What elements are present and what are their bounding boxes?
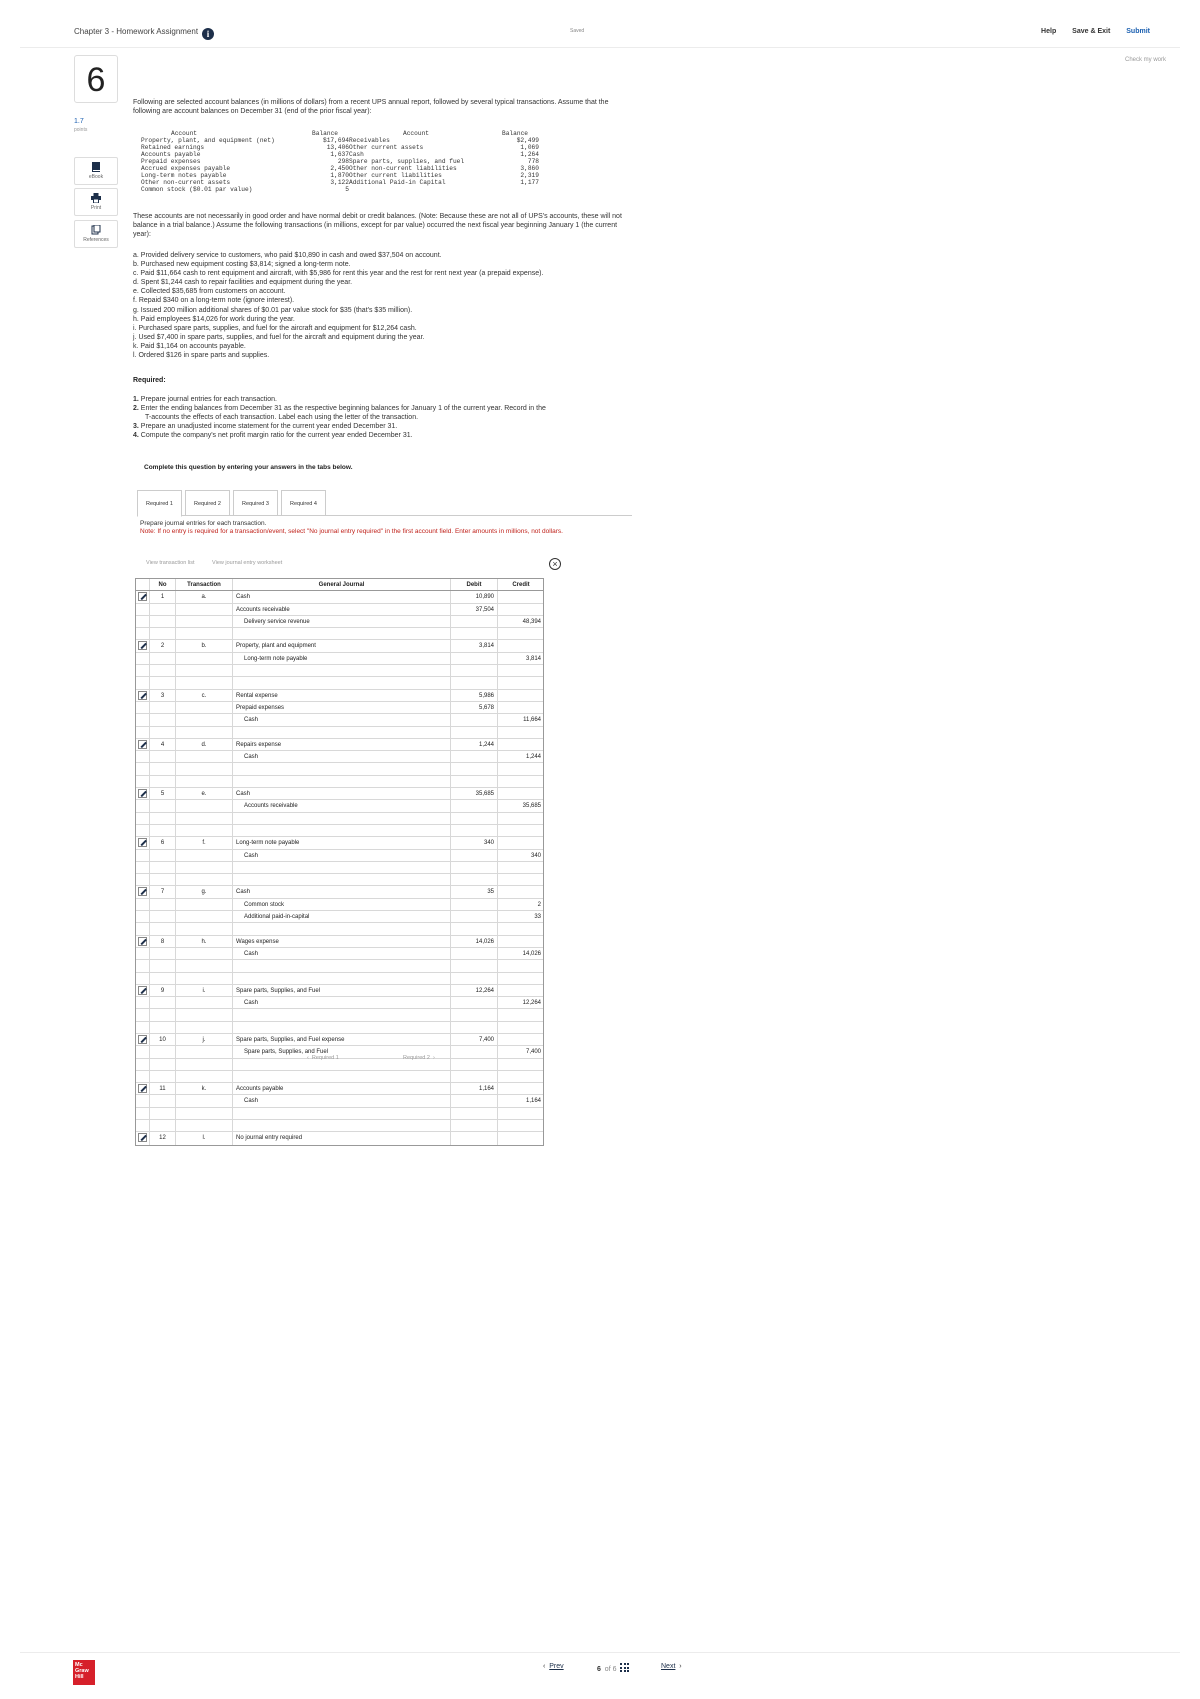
entry-transaction <box>176 653 233 664</box>
journal-blank-row <box>136 1120 543 1132</box>
transaction-item: h. Paid employees $14,026 for work during the year. <box>133 315 295 323</box>
question-grid-icon[interactable] <box>620 1663 629 1672</box>
header-general-journal: General Journal <box>233 579 451 590</box>
transaction-item: b. Purchased new equipment costing $3,814; signed a long-term note. <box>133 261 351 269</box>
question-number: 6 <box>74 55 118 103</box>
book-icon <box>91 162 101 172</box>
account-cell[interactable]: Cash <box>233 591 451 602</box>
credit-cell[interactable]: 340 <box>530 852 541 859</box>
transaction-item: g. Issued 200 million additional shares of $0.01 par value stock for $35 (that's $35 million). <box>133 306 413 314</box>
credit-cell[interactable]: 12,264 <box>522 1000 541 1007</box>
entry-transaction <box>176 714 233 725</box>
entry-number: 6 <box>150 837 176 848</box>
footer-divider <box>20 1652 1180 1653</box>
entry-transaction: d. <box>176 739 233 750</box>
required-list <box>133 395 653 440</box>
entry-transaction <box>176 702 233 713</box>
journal-row <box>136 751 543 763</box>
header-credit: Credit <box>512 582 530 588</box>
credit-cell[interactable]: 33 <box>534 914 541 921</box>
general-journal-table <box>135 578 544 1146</box>
journal-row <box>136 604 543 616</box>
submit-button[interactable]: Submit <box>1126 28 1150 35</box>
journal-row <box>136 985 543 997</box>
required-item <box>133 431 653 440</box>
entry-number <box>150 1046 176 1057</box>
account-cell[interactable]: Accounts receivable <box>233 604 451 615</box>
credit-cell[interactable] <box>498 591 544 602</box>
account-cell[interactable]: Cash <box>233 751 451 762</box>
instruction-note: Note: If no entry is required for a transaction/event, select "No journal entry required" in the first account field. Enter amounts in millions, not dollars. <box>140 528 563 535</box>
debit-cell[interactable] <box>451 714 498 725</box>
instruction-text: Prepare journal entries for each transaction. <box>140 520 267 527</box>
credit-cell[interactable] <box>498 739 544 750</box>
entry-number: 8 <box>150 936 176 947</box>
entry-transaction <box>176 800 233 811</box>
transaction-item: l. Ordered $126 in spare parts and supplies. <box>133 352 270 360</box>
question-intro: Following are selected account balances (in millions of dollars) from a recent UPS annual report, followed by several typical transactions. Assume that the following are account balances on December 31 (end of the prior fiscal year): <box>133 99 609 115</box>
journal-blank-row <box>136 677 543 689</box>
entry-number <box>150 616 176 627</box>
debit-cell[interactable]: 37,504 <box>451 604 498 615</box>
account-cell[interactable]: Cash <box>233 714 451 725</box>
account-cell[interactable]: Spare parts, Supplies, and Fuel expense <box>233 1034 451 1045</box>
debit-cell[interactable]: 1,164 <box>451 1083 498 1094</box>
header-no: No <box>150 579 176 590</box>
tab-required-3[interactable]: Required 3 <box>233 490 278 516</box>
entry-transaction: k. <box>176 1083 233 1094</box>
debit-cell[interactable]: 7,400 <box>451 1034 498 1045</box>
edit-pencil-icon[interactable] <box>138 1133 147 1142</box>
entry-number <box>150 911 176 922</box>
debit-cell[interactable]: 35 <box>451 886 498 897</box>
journal-blank-row <box>136 1108 543 1120</box>
credit-cell[interactable]: 2 <box>537 901 541 908</box>
required-text: T-accounts the effects of each transaction. Label each using the letter of the transaction. <box>145 414 419 421</box>
mcgraw-hill-logo: Mc Graw Hill <box>73 1660 95 1685</box>
journal-blank-row <box>136 727 543 739</box>
entry-number <box>150 702 176 713</box>
tab-required-2[interactable]: Required 2 <box>185 490 230 516</box>
required-item <box>133 404 653 413</box>
entry-number <box>150 850 176 861</box>
debit-cell[interactable]: 3,814 <box>451 640 498 651</box>
account-cell[interactable]: Accounts receivable <box>233 800 451 811</box>
close-icon[interactable]: × <box>549 558 561 570</box>
entry-transaction <box>176 948 233 959</box>
entry-number <box>150 1095 176 1106</box>
top-actions <box>1027 28 1150 35</box>
entry-transaction <box>176 899 233 910</box>
required-title: Required: <box>133 377 166 384</box>
entry-transaction: g. <box>176 886 233 897</box>
next-question-button[interactable]: Next › <box>661 1663 682 1670</box>
edit-pencil-icon[interactable] <box>138 1035 147 1044</box>
entry-transaction: a. <box>176 591 233 602</box>
debit-cell[interactable]: 5,986 <box>451 690 498 701</box>
credit-cell[interactable]: 14,026 <box>522 950 541 957</box>
journal-blank-row <box>136 1009 543 1021</box>
account-cell[interactable]: Accounts payable <box>233 1083 451 1094</box>
edit-pencil-icon[interactable] <box>138 641 147 650</box>
journal-row <box>136 702 543 714</box>
journal-blank-row <box>136 874 543 886</box>
debit-cell[interactable] <box>451 850 498 861</box>
printer-icon <box>91 193 101 203</box>
entry-number: 1 <box>150 591 176 602</box>
debit-cell[interactable]: 5,678 <box>451 702 498 713</box>
account-cell[interactable]: Cash <box>233 948 451 959</box>
required-item <box>133 422 653 431</box>
debit-cell[interactable]: 14,026 <box>451 936 498 947</box>
entry-transaction: b. <box>176 640 233 651</box>
journal-row <box>136 936 543 948</box>
required-text: Enter the ending balances from December 31 as the respective beginning balances for January 1 of the current year. Record in the <box>140 405 546 412</box>
journal-row <box>136 948 543 960</box>
account-cell[interactable]: Common stock <box>233 899 451 910</box>
debit-cell[interactable] <box>451 948 498 959</box>
required-number: 2. <box>133 405 139 412</box>
credit-cell[interactable]: 7,400 <box>525 1049 541 1056</box>
ebook-button[interactable]: eBook <box>74 157 118 185</box>
entry-number <box>150 899 176 910</box>
entry-number <box>150 653 176 664</box>
journal-row <box>136 1095 543 1107</box>
debit-cell[interactable] <box>451 653 498 664</box>
account-cell[interactable]: Additional paid-in-capital <box>233 911 451 922</box>
journal-blank-row <box>136 862 543 874</box>
entry-number <box>150 948 176 959</box>
references-icon <box>91 225 101 235</box>
entry-number <box>150 800 176 811</box>
account-cell[interactable]: Delivery service revenue <box>233 616 451 627</box>
edit-pencil-icon[interactable] <box>138 691 147 700</box>
journal-row <box>136 1034 543 1046</box>
account-cell[interactable]: Cash <box>233 788 451 799</box>
account-cell[interactable]: Prepaid expenses <box>233 702 451 713</box>
debit-cell[interactable] <box>451 1095 498 1106</box>
debit-cell[interactable]: 12,264 <box>451 985 498 996</box>
journal-blank-row <box>136 813 543 825</box>
credit-cell[interactable]: 11,664 <box>523 717 541 724</box>
account-cell[interactable]: Long-term note payable <box>233 837 451 848</box>
required-text: Prepare an unadjusted income statement for the current year ended December 31. <box>140 423 398 430</box>
journal-blank-row <box>136 665 543 677</box>
entry-transaction: h. <box>176 936 233 947</box>
account-cell[interactable]: Repairs expense <box>233 739 451 750</box>
journal-blank-row <box>136 1059 543 1071</box>
entry-number: 5 <box>150 788 176 799</box>
credit-cell[interactable] <box>498 640 544 651</box>
save-exit-button[interactable]: Save & Exit <box>1072 28 1111 35</box>
credit-cell[interactable] <box>498 1132 544 1144</box>
entry-number: 3 <box>150 690 176 701</box>
journal-header-row <box>136 579 543 591</box>
debit-cell[interactable]: 340 <box>451 837 498 848</box>
journal-row <box>136 653 543 665</box>
entry-number: 11 <box>150 1083 176 1094</box>
credit-cell[interactable] <box>498 604 544 615</box>
account-cell[interactable]: Cash <box>233 886 451 897</box>
top-bar <box>20 22 1180 48</box>
transaction-item: e. Collected $35,685 from customers on account. <box>133 288 286 296</box>
print-button[interactable]: Print <box>74 188 118 216</box>
debit-cell[interactable] <box>451 800 498 811</box>
account-cell[interactable]: No journal entry required <box>233 1132 451 1144</box>
prev-tab-button[interactable]: ‹ Required 1 <box>307 1055 339 1061</box>
view-transaction-list-link[interactable]: View transaction list <box>146 560 195 566</box>
credit-cell[interactable] <box>498 936 544 947</box>
question-note: These accounts are not necessarily in good order and have normal debit or credit balances. (Note: Because these are not all of UPS's accounts, these will not balance in a trial balance.) Assume the following transactions (in millions, except for par value) occurred the next fiscal year beginning January 1 (the current year): <box>133 213 622 238</box>
entry-transaction: l. <box>176 1132 233 1144</box>
required-text: Prepare journal entries for each transaction. <box>140 396 277 403</box>
tab-bar <box>137 490 632 516</box>
entry-transaction <box>176 604 233 615</box>
debit-cell[interactable] <box>451 911 498 922</box>
entry-transaction <box>176 997 233 1008</box>
transaction-list <box>133 251 653 360</box>
help-button[interactable]: Help <box>1041 28 1057 35</box>
credit-cell[interactable]: 48,394 <box>522 618 541 625</box>
entry-number <box>150 997 176 1008</box>
journal-row <box>136 714 543 726</box>
credit-cell[interactable] <box>498 788 544 799</box>
entry-number: 9 <box>150 985 176 996</box>
journal-row <box>136 850 543 862</box>
entry-transaction <box>176 850 233 861</box>
edit-pencil-icon[interactable] <box>138 740 147 749</box>
journal-row <box>136 1132 543 1144</box>
transaction-item: i. Purchased spare parts, supplies, and fuel for the aircraft and equipment for $12,264 cash. <box>133 324 417 332</box>
debit-cell[interactable]: 1,244 <box>451 739 498 750</box>
edit-pencil-icon[interactable] <box>138 789 147 798</box>
journal-row <box>136 837 543 849</box>
entry-transaction <box>176 1095 233 1106</box>
journal-blank-row <box>136 776 543 788</box>
credit-cell[interactable] <box>498 1083 544 1094</box>
journal-row <box>136 886 543 898</box>
journal-blank-row <box>136 923 543 935</box>
journal-blank-row <box>136 1022 543 1034</box>
journal-row <box>136 788 543 800</box>
required-number: 4. <box>133 432 139 439</box>
account-cell[interactable]: Cash <box>233 850 451 861</box>
journal-row <box>136 591 543 603</box>
debit-cell[interactable] <box>451 899 498 910</box>
transaction-item: j. Used $7,400 in spare parts, supplies, and fuel for the aircraft and equipment during the year. <box>133 333 425 341</box>
entry-number <box>150 714 176 725</box>
entry-number <box>150 604 176 615</box>
entry-transaction <box>176 911 233 922</box>
transaction-item: d. Spent $1,244 cash to repair facilities and equipment during the year. <box>133 279 353 287</box>
journal-row <box>136 1083 543 1095</box>
saved-status: Saved <box>570 28 585 34</box>
credit-cell[interactable] <box>498 837 544 848</box>
account-cell[interactable]: Rental expense <box>233 690 451 701</box>
entry-transaction <box>176 616 233 627</box>
debit-cell[interactable]: 35,685 <box>451 788 498 799</box>
complete-instruction: Complete this question by entering your answers in the tabs below. <box>144 464 353 471</box>
debit-cell[interactable] <box>451 616 498 627</box>
edit-pencil-icon[interactable] <box>138 838 147 847</box>
credit-cell[interactable]: 3,814 <box>525 655 541 662</box>
tab-required-4[interactable]: Required 4 <box>281 490 326 516</box>
question-position: 6 of 6 <box>597 1663 629 1673</box>
tab-instructions <box>140 520 640 536</box>
account-cell[interactable]: Property, plant and equipment <box>233 640 451 651</box>
prev-question-button[interactable]: ‹ Prev <box>543 1663 564 1670</box>
transaction-item: k. Paid $1,164 on accounts payable. <box>133 342 246 350</box>
required-number: 3. <box>133 423 139 430</box>
journal-row <box>136 911 543 923</box>
references-button[interactable]: References <box>74 220 118 248</box>
entry-number: 4 <box>150 739 176 750</box>
entry-transaction: j. <box>176 1034 233 1045</box>
header-transaction: Transaction <box>176 579 233 590</box>
credit-cell[interactable] <box>498 690 544 701</box>
journal-row <box>136 640 543 652</box>
journal-row <box>136 800 543 812</box>
journal-blank-row <box>136 1071 543 1083</box>
check-my-work-button[interactable]: Check my work <box>1124 57 1166 63</box>
account-cell[interactable]: Spare parts, Supplies, and Fuel <box>233 985 451 996</box>
journal-blank-row <box>136 973 543 985</box>
header-debit: Debit <box>451 579 498 590</box>
edit-pencil-icon[interactable] <box>138 1084 147 1093</box>
entry-number: 10 <box>150 1034 176 1045</box>
credit-cell[interactable]: 1,244 <box>525 754 541 761</box>
account-cell[interactable]: Wages expense <box>233 936 451 947</box>
journal-blank-row <box>136 763 543 775</box>
journal-blank-row <box>136 960 543 972</box>
account-cell[interactable]: Cash <box>233 997 451 1008</box>
entry-transaction: c. <box>176 690 233 701</box>
account-cell[interactable]: Long-term note payable <box>233 653 451 664</box>
debit-cell[interactable] <box>451 1046 498 1057</box>
required-number: 1. <box>133 396 139 403</box>
points-label: points <box>74 127 88 133</box>
transaction-item: a. Provided delivery service to customers, who paid $10,890 in cash and owed $37,504 on account. <box>133 252 442 259</box>
entry-number: 7 <box>150 886 176 897</box>
credit-cell[interactable]: 1,164 <box>525 1098 541 1105</box>
credit-cell[interactable] <box>498 702 544 713</box>
transaction-item: c. Paid $11,664 cash to rent equipment and aircraft, with $5,986 for rent this year and the rest for rent next year (a prepaid expense). <box>133 270 544 278</box>
edit-pencil-icon[interactable] <box>138 986 147 995</box>
account-cell[interactable]: Cash <box>233 1095 451 1106</box>
journal-row <box>136 616 543 628</box>
required-text: Compute the company's net profit margin ratio for the current year ended December 31. <box>140 432 413 439</box>
next-tab-button[interactable]: Required 2 › <box>403 1055 435 1061</box>
edit-pencil-icon[interactable] <box>138 592 147 601</box>
entry-transaction: i. <box>176 985 233 996</box>
entry-transaction <box>176 1046 233 1057</box>
points-value: 1.7 <box>74 118 84 125</box>
required-item <box>133 413 653 422</box>
journal-row <box>136 1046 543 1058</box>
view-worksheet-link[interactable]: View journal entry worksheet <box>212 560 283 566</box>
worksheet-links <box>146 560 298 566</box>
required-item <box>133 395 653 404</box>
entry-transaction <box>176 751 233 762</box>
edit-pencil-icon[interactable] <box>138 887 147 896</box>
credit-cell[interactable]: 35,685 <box>522 803 541 810</box>
entry-transaction: f. <box>176 837 233 848</box>
info-icon[interactable]: i <box>202 28 214 40</box>
account-cell[interactable]: Spare parts, Supplies, and Fuel <box>233 1046 451 1057</box>
assignment-title: Chapter 3 - Homework Assignment i <box>74 27 214 40</box>
edit-pencil-icon[interactable] <box>138 937 147 946</box>
journal-row <box>136 997 543 1009</box>
journal-blank-row <box>136 628 543 640</box>
debit-cell[interactable] <box>451 751 498 762</box>
debit-cell[interactable] <box>451 1132 498 1144</box>
credit-cell[interactable] <box>498 886 544 897</box>
entry-number: 12 <box>150 1132 176 1144</box>
journal-row <box>136 739 543 751</box>
entry-transaction: e. <box>176 788 233 799</box>
journal-row <box>136 899 543 911</box>
credit-cell[interactable] <box>498 985 544 996</box>
journal-row <box>136 690 543 702</box>
transaction-item: f. Repaid $340 on a long-term note (ignore interest). <box>133 297 295 305</box>
tab-required-1[interactable]: Required 1 <box>137 490 182 517</box>
debit-cell[interactable]: 10,890 <box>451 591 498 602</box>
entry-number: 2 <box>150 640 176 651</box>
debit-cell[interactable] <box>451 997 498 1008</box>
credit-cell[interactable] <box>498 1034 544 1045</box>
journal-blank-row <box>136 825 543 837</box>
entry-number <box>150 751 176 762</box>
